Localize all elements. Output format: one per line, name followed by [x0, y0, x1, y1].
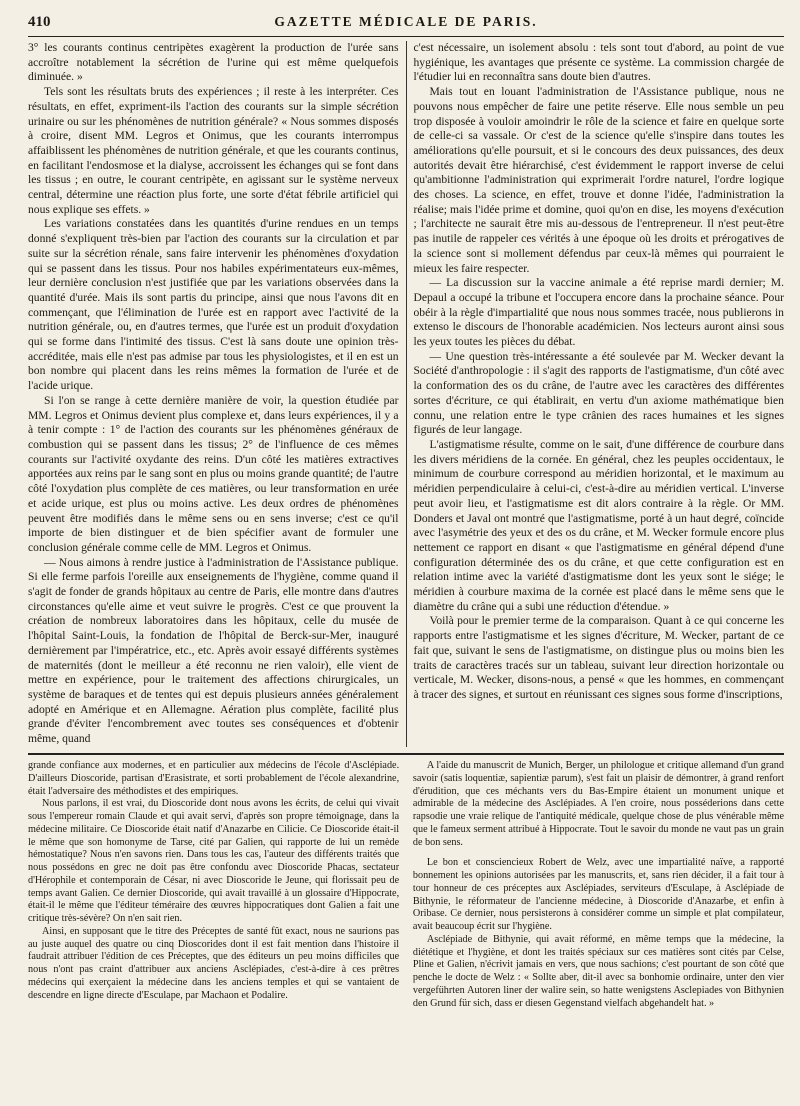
page-number: 410	[28, 14, 51, 30]
feuilleton-separator	[28, 753, 784, 755]
paragraph: Si l'on se range à cette dernière manière de voir, la question étudiée par MM. Legros et Onimus devient plus complexe et, dans leurs expériences, il y a à tenir compte : 1° de l'action des courants sur les phénomènes généraux de combustion qui se passent dans les tissus; 2° de l'influence de ces mêmes courants sur l'activité oxydante des reins. D'un côté les matières extractives apportées aux reins par le sang sont en plus ou moins grande quantité; de l'autre côté l'oxydation plus complète de ces matières, ou leur transformation en urée et acide urique, est plus ou moins active. Les deux ordres de phénomènes peuvent être modifiés dans le même sens ou en sens inverse; c'est ce qu'il importe de bien distinguer et de bien spécifier avant de formuler une conclusion générale comme celle de MM. Legros et Onimus.	[28, 393, 399, 554]
feuilleton-columns	[28, 760, 784, 1096]
paragraph: — La discussion sur la vaccine animale a été reprise mardi dernier; M. Depaul a occupé la tribune et l'occupera encore dans la prochaine séance. Pour obéir à la règle d'impartialité que nous nous sommes tracée, nous publierons in extenso le discours de l'honorable académicien. Nos lecteurs auront ainsi sous les yeux toutes les pièces du débat.	[413, 276, 784, 349]
paragraph: Asclépiade de Bithynie, qui avait réformé, en même temps que la médecine, la diététique et l'hygiène, et dont les traités spéciaux sur ces matières sont cités par Celse, Pline et Galien, n'écrivit jamais en vers, que nous sachions; c'est pourtant de son côté que penche le docte de Welz : « Sollte aber, dit-il avec sa bonhomie ordinaire, unter den vier vergeführten Autoren liner der walire sein, so hatte wenigstens Asclepiades von Bithynien den Grund für sich, dass er diesen Gegenstand vielfach abgehandelt hat. »	[412, 933, 784, 1009]
lower-right-column	[413, 760, 784, 1096]
journal-title: GAZETTE MÉDICALE DE PARIS.	[274, 14, 538, 29]
paragraph: Voilà pour le premier terme de la comparaison. Quant à ce qui concerne les rapports entre l'astigmatisme et les signes d'écriture, M. Wecker, partant de ce fait que, suivant le sens de l'astigmatisme, on distingue plus ou moins bien les traits de caractères tracés sur un tableau, suivant leur direction horizontale ou verticale, M. Wecker, disons-nous, a pensé « que les hommes, en commençant à tracer des signes, et surtout en réunissant ces signes sous forme d'inscriptions,	[413, 614, 784, 701]
upper-columns	[28, 41, 784, 747]
paragraph: Tels sont les résultats bruts des expériences ; il reste à les interpréter. Ces résultats, en effet, expriment-ils l'action des courants sur la simple sécrétion urinaire ou sur les phénomènes de nutrition générale? « Nous sommes disposés à croire, disent MM. Legros et Onimus, que les courants interrompus affaiblissent les phénomènes de nutrition générale, et que les courants continus, en facilitant l'endosmose et la dialyse, accroissent les échanges qui se font dans les tissus ; en outre, le courant centripète, en agissant sur le système nerveux central, détermine une réaction plus forte, une sorte d'état fébrile artificiel qui nous explique ses effets. »	[28, 85, 399, 216]
paragraph: — Nous aimons à rendre justice à l'administration de l'Assistance publique. Si elle ferme parfois l'oreille aux enseignements de l'hygiène, comme quand il s'agit de fonder de grands hôpitaux au centre de Paris, elle montre dans d'autres circonstances qu'elle aime et veut suivre le progrès. C'est ce que prouvent la création de nombreux laboratoires dans les hôpitaux, celle du musée de l'hôpital Saint-Louis, la fondation de l'hôpital de Berck-sur-Mer, inauguré dernièrement par l'impératrice, etc., etc. Après avoir essayé différents systèmes de maternités (dont le meilleur a été reconnu ne rien valoir), elle vient de mettre en expérience, pour le traitement des affections chirurgicales, un système de baraques et de tentes qui est depuis plusieurs années généralement adopté en Amérique et en Allemagne. Aération plus complète, facilité plus grande d'éviter l'encombrement avec toutes ses conséquences et d'obtenir même, quand	[28, 555, 399, 746]
paragraph: Nous parlons, il est vrai, du Dioscoride dont nous avons les écrits, de celui qui vivait sous l'empereur romain Claude et qui avait servi, d'après son propre témoignage, dans la médecine militaire. Ce Dioscoride était natif d'Anazarbe en Cilicie. Ce Dioscoride était-il le même que son homonyme de Tarse, cité par Galien, qui rapporte de lui un remède hémostatique? Nous n'en savons rien. Dans tous les cas, l'auteur des différents traités que nous possédons en grec ne doit pas être confondu avec Dioscoride Phacas, sectateur d'Hérophile et contemporain de César, ni avec Dioscoride le Jeune, qui florissait peu de temps avant Galien. Ce dernier Dioscoride, qui avait travaillé à un glossaire d'Hippocrate, était-il le même que l'éditeur téméraire des œuvres hippocratiques dont Galien a fait une critique très-sévère? On n'en sait rien.	[28, 798, 400, 924]
running-header	[28, 14, 784, 37]
lower-left-column	[28, 760, 399, 1096]
paragraph: — Une question très-intéressante a été soulevée par M. Wecker devant la Société d'anthropologie : il s'agit des rapports de l'astigmatisme, d'un côté avec la conformation des os du crâne, de l'autre avec les caractères des différentes sortes d'écriture, ce qui établirait, en vertu d'un axiome mathématique bien connu, une relation entre le type crânien des races humaines et les signes figurés de leur langage.	[413, 349, 784, 437]
paragraph: A l'aide du manuscrit de Munich, Berger, un philologue et critique allemand d'un grand savoir (satis loquentiæ, sapientiæ parum), s'est fait un plaisir de démontrer, à grand renfort d'érudition, que ces méchants vers du Bas-Empire étaient un monument unique et admirable de la médecine des Asclépiades. A l'en croire, nous posséderions dans cette rapsodie une vraie relique de l'antiquité médicale, quelque chose de plus vénérable même que le fameux serment attribué à Hippocrate. Tout le savoir du monde ne vaut pas un grain de bon sens.	[412, 760, 784, 848]
paragraph: grande confiance aux modernes, et en particulier aux médecins de l'école d'Asclépiade. D'ailleurs Dioscoride, partisan d'Erasistrate, et sorti probablement de l'école alexandrine, était l'adversaire des méthodistes et des empiriques.	[28, 760, 400, 797]
paragraph: Ainsi, en supposant que le titre des Préceptes de santé fût exact, nous ne saurions pas au juste auquel des quatre ou cinq Dioscorides dont il est fait mention dans l'histoire il faudrait attribuer l'édition de ces Préceptes, que des éditeurs un peu moins difficiles que nous n'ont pas craint d'attribuer aux anciens Asclépiades, c'est-à-dire à ces prêtres médecins qui exerçaient la médecine dans les anciens temples et qui se vantaient de descendre en ligne directe d'Esculape, par Machaon et Podalire.	[28, 925, 400, 1001]
paragraph: 3° les courants continus centripètes exagèrent la production de l'urée sans accroître notablement la sécrétion de l'urine qui est même quelquefois diminuée. »	[28, 41, 399, 84]
paragraph: c'est nécessaire, un isolement absolu : tels sont tout d'abord, au point de vue hygiénique, les avantages que présente ce système. La commission chargée de l'étudier lui en reconnaîtra sans doute bien d'autres.	[413, 41, 784, 84]
paragraph: Les variations constatées dans les quantités d'urine rendues en un temps donné s'expliquent très-bien par l'action des courants sur la circulation et par suite sur la sécrétion rénale, sans faire intervenir les phénomènes d'oxydation qui se passent dans les tissus. Pour nos habiles expérimentateurs eux-mêmes, leur dernière conclusion n'est justifiée que par les variations observées dans la quantité d'urée. Mais ils sont partis du principe, ainsi que nous l'avons dit en commençant, que l'élimination de l'urée est en rapport avec l'activité de la nutrition générale, ou, en d'autres termes, que l'urée est un produit d'oxydation qui se forme dans l'intimité des tissus. C'est là sans doute une opinion très-accréditée, mais elle n'est pas admise par tous les physiologistes, et il en est un bon nombre qui placent dans les reins mêmes la formation de l'urée et de l'acide urique.	[28, 217, 399, 393]
paragraph: Le bon et consciencieux Robert de Welz, avec une impartialité naïve, a rapporté bonnement les opinions autorisées par les manuscrits, et, sans rien décider, il a fait tour à tour honneur de ces préceptes aux Asclépiades, serviteurs d'Esculape, à Asclépiade de Bithynie, le réformateur de l'ancienne médecine, à Dioscoride d'Anazarbe, et enfin à Oribase. Ce dernier, nous persisterons à considérer comme un simple et plat compilateur, avait beaucoup écrit sur l'hygiène.	[412, 857, 784, 932]
paragraph: Mais tout en louant l'administration de l'Assistance publique, nous ne pouvons nous empêcher de faire une petite réserve. Elle nous semble un peu trop disposée à vouloir amoindrir le rôle de la science et faire en quelque sorte de celle-ci sa vassale. Or c'est de la science qu'elle s'inspire dans toutes les améliorations qu'elle poursuit, et si le concours des deux puissances, des deux autorités devait être hiérarchisé, c'est évidemment le rapport inverse de celui qu'ambitionne l'administration qui exprimerait l'ordre naturel, l'ordre logique des choses. La science, en effet, trouve et donne l'idée, l'administration la réalise; mais l'idée prime et domine, quoi qu'on en dise, les moyens d'exécution ; l'architecte ne saurait être mis au-dessous de l'entrepreneur. Il n'est peut-être pas inutile de rappeler ces vérités à une époque où les droits et prérogatives de la science sont si mollement défendus par ceux-là mêmes qui pourraient le mieux les faire respecter.	[413, 85, 784, 275]
paragraph: L'astigmatisme résulte, comme on le sait, d'une différence de courbure dans les divers méridiens de la cornée. En général, chez les peuples occidentaux, le minimum de courbure correspond au méridien horizontal, et le maximum au méridien perpendiculaire à celui-ci, c'est-à-dire au méridien vertical. L'inverse peut avoir lieu, et l'astigmatisme est dit alors contraire à la règle. Or MM. Donders et Javal ont montré que l'astigmatisme, porté à un haut degré, coïncide avec l'asymétrie des yeux et des os du crâne, et M. Wecker formule encore plus nettement ce rapport en disant « que l'astigmatisme en général dépend d'une configuration déterminée des os du crâne, et que cette configuration est en relation intime avec la variété d'astigmatisme dont les yeux sont le siége; le méridien à courbure maxima de la cornée est placé dans le même sens que le diamètre du crâne qui a subi une réduction d'étendue. »	[413, 437, 784, 613]
upper-left-column	[28, 41, 399, 747]
column-rule	[406, 41, 407, 747]
upper-right-column	[413, 41, 784, 747]
